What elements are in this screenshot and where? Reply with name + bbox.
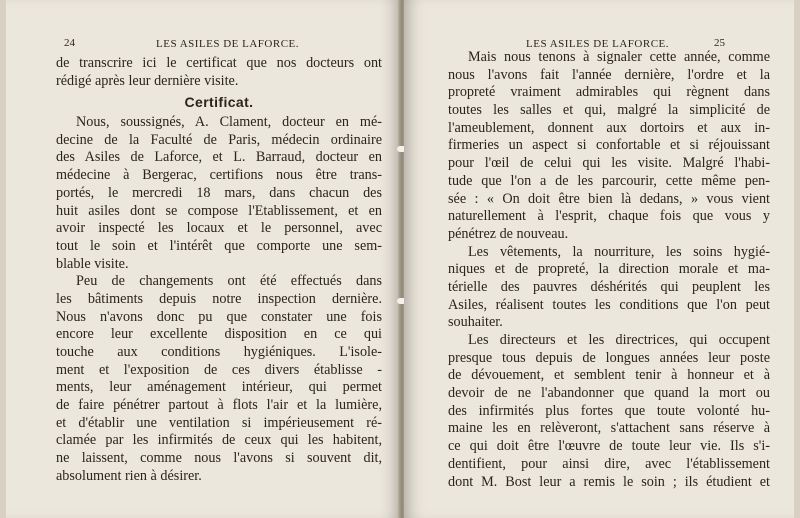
- right-text-line: térielle des pauvres déshérités qui peuplent les: [448, 278, 770, 295]
- left-running-head: LES ASILES DE LAFORCE.: [156, 38, 300, 50]
- right-text-line: l'ameublement, donnent aux dortoirs et aux in-: [448, 119, 770, 136]
- left-text-line: et d'établir une ventilation si impérieusement ré-: [56, 414, 382, 431]
- right-page: [404, 0, 794, 518]
- left-text-line: les bâtiments depuis notre inspection dernière.: [56, 290, 382, 307]
- right-text-line: tude que l'on a de les parcourir, cette même pen-: [448, 172, 770, 189]
- right-text-line: toutes les salles et qui, malgré la simplicité de: [448, 102, 770, 119]
- right-text-line: firmeries un aspect si confortable et si réjouissant: [448, 137, 770, 154]
- right-text-line: dont M. Bost leur a remis le soin ; ils étudient et: [448, 473, 770, 490]
- left-text-line: Nous, soussignés, A. Clament, docteur en mé-: [76, 114, 382, 131]
- left-text-line: Nous n'avons donc pu que constater une fois: [56, 308, 382, 325]
- right-text-line: presque tous depuis de longues années leur poste: [448, 349, 770, 366]
- right-text-line: Les directeurs et les directrices, qui occupent: [468, 332, 770, 348]
- left-text-line: de faire pénétrer partout à flots l'air et la lumière,: [56, 397, 382, 414]
- left-section-heading: Certificat.: [184, 94, 254, 111]
- left-text-line: de transcrire ici le certificat que nos docteurs ont: [56, 55, 382, 71]
- left-text-line: ne laissent, comme nous l'avons si souvent dit,: [56, 450, 382, 467]
- right-text-line: ce qui doit être l'œuvre de toute leur vie. Ils s'i-: [448, 438, 770, 455]
- left-text-line: huit asiles dont se compose l'Etablissement, et en: [56, 202, 382, 219]
- right-text-line: des infirmités plus fortes que toute volonté hu-: [448, 402, 770, 419]
- right-text-line: devoir de ne l'abandonner que quand la mort ou: [448, 385, 770, 402]
- left-text-line: touche aux conditions hygiéniques. L'isole-: [56, 344, 382, 360]
- right-text-line: souhaiter.: [448, 314, 503, 331]
- left-text-line: clamée par les infirmités de ceux qui les habitent,: [56, 432, 382, 449]
- right-text-line: niques et de propreté, la direction morale et ma-: [448, 261, 770, 278]
- right-page-number: 25: [714, 37, 725, 49]
- right-body-text: [448, 49, 770, 491]
- left-text-line: Peu de changements ont été effectués dans: [76, 273, 382, 290]
- right-text-line: de dévouement, et semblent tenir à honneur et à: [448, 367, 770, 384]
- left-text-line: decine de la Faculté de Paris, médecin ordinaire: [56, 131, 382, 148]
- right-text-line: pénétrez de nouveau.: [448, 225, 569, 242]
- right-text-line: Les vêtements, la nourriture, les soins hygié-: [468, 243, 770, 260]
- right-text-line: propreté vraiment admirables qui règnent dans: [448, 84, 770, 101]
- left-text-line: des Asiles de Laforce, et L. Barraud, docteur en: [56, 149, 382, 166]
- right-text-line: naturellement à l'esprit, chaque fois que vous y: [448, 208, 770, 225]
- right-text-line: Asiles, réalisent toutes les conditions que l'on peut: [448, 296, 770, 313]
- right-text-line: sée : « On doit être bien là dedans, » vous vient: [448, 190, 770, 207]
- left-text-line: tout le soin et l'intérêt que comporte une sem-: [56, 237, 382, 254]
- left-body-text: [56, 55, 382, 486]
- left-text-line: encore leur excellente disposition en ce qui: [56, 326, 382, 343]
- left-text-line: ment et l'exposition de ces divers établisse -: [56, 361, 382, 378]
- right-running-head: LES ASILES DE LAFORCE.: [526, 38, 670, 50]
- left-text-line: médecine à Bergerac, certifions nous être trans-: [56, 167, 382, 184]
- right-text-line: pour l'œil de celui qui les visite. Malgré l'habi-: [448, 155, 770, 172]
- right-text-line: Mais nous tenons à signaler cette année, comme: [468, 49, 770, 65]
- left-text-line: avoir inspecté les locaux et le personnel, avec: [56, 220, 382, 237]
- right-text-line: dentifient, pour ainsi dire, avec l'établissement: [448, 455, 770, 472]
- right-text-line: nous l'avons fait l'année dernière, l'ordre et la: [448, 66, 770, 83]
- left-text-line: portés, le mercredi 18 mars, dans chacun des: [56, 184, 382, 201]
- left-text-line: rédigé après leur dernière visite.: [56, 72, 239, 89]
- left-text-line: blable visite.: [56, 255, 129, 272]
- left-page-number: 24: [64, 37, 75, 49]
- left-text-line: ments, leur aménagement intérieur, qui permet: [56, 379, 382, 396]
- left-text-line: absolument rien à désirer.: [56, 467, 202, 484]
- right-text-line: maine les en relèveront, s'attachent sans réserve à: [448, 420, 770, 437]
- left-page: [6, 0, 400, 518]
